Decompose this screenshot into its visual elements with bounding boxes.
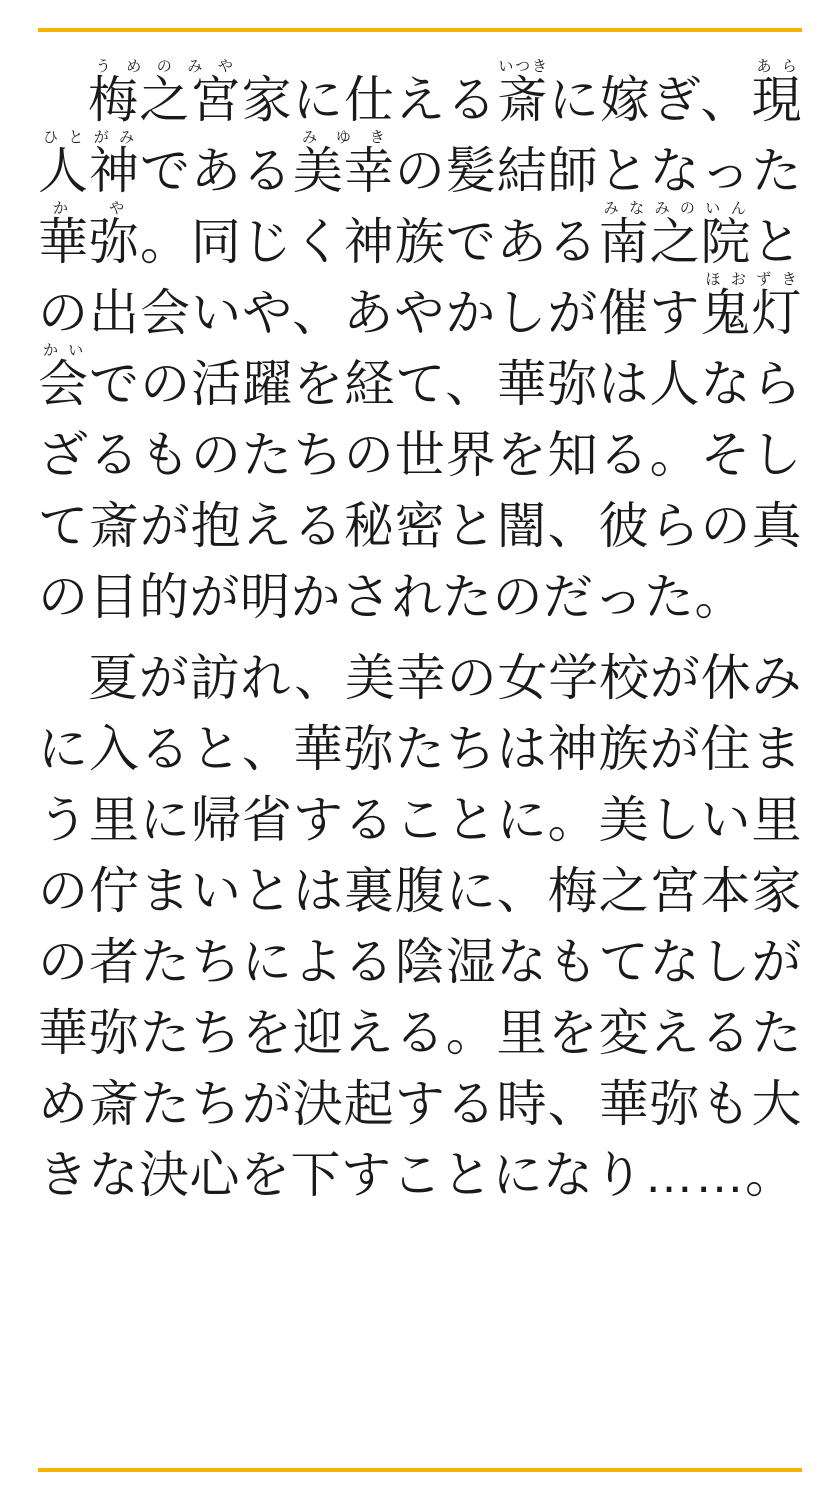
ruby-kaya: 華弥かや: [38, 200, 140, 270]
bottom-divider-rule: [38, 1468, 802, 1472]
ruby-ara: 現あら: [751, 58, 803, 128]
paragraph-1: 梅之宮うめのみや家に仕える斎いつきに嫁ぎ、現あら人神ひとがみである美幸みゆきの髪結師となった華弥かや。同じく神族である南之院みなみのいんとの出会いや、あやかしが催す鬼灯ほおずき会かいでの活躍を経て、華弥は人ならざるものたちの世界を知る。そして斎が抱える秘密と闇、彼らの真の目的が明かされたのだった。: [38, 58, 803, 625]
ruby-miyuki: 美幸みゆき: [292, 129, 395, 199]
ruby-itsuki: 斎いつき: [497, 58, 549, 128]
ruby-hoozuki: 鬼灯ほおずき: [700, 271, 803, 341]
ruby-kai: 会かい: [38, 342, 90, 412]
paragraph-2: 夏が訪れ、美幸の女学校が休みに入ると、華弥たちは神族が住まう里に帰省することに。美しい里の佇まいとは裏腹に、梅之宮本家の者たちによる陰湿なもてなしが華弥たちを迎える。里を変えるため斎たちが決起する時、華弥も大きな決心を下すことになり……。: [38, 650, 802, 1203]
top-divider-rule: [38, 28, 802, 32]
book-synopsis-text: [38, 58, 802, 1440]
ruby-umenomiya: 梅之宮うめのみや: [88, 58, 242, 128]
ruby-hitogami: 人神ひとがみ: [38, 129, 140, 199]
ruby-minaminoin: 南之院みなみのいん: [598, 200, 752, 270]
